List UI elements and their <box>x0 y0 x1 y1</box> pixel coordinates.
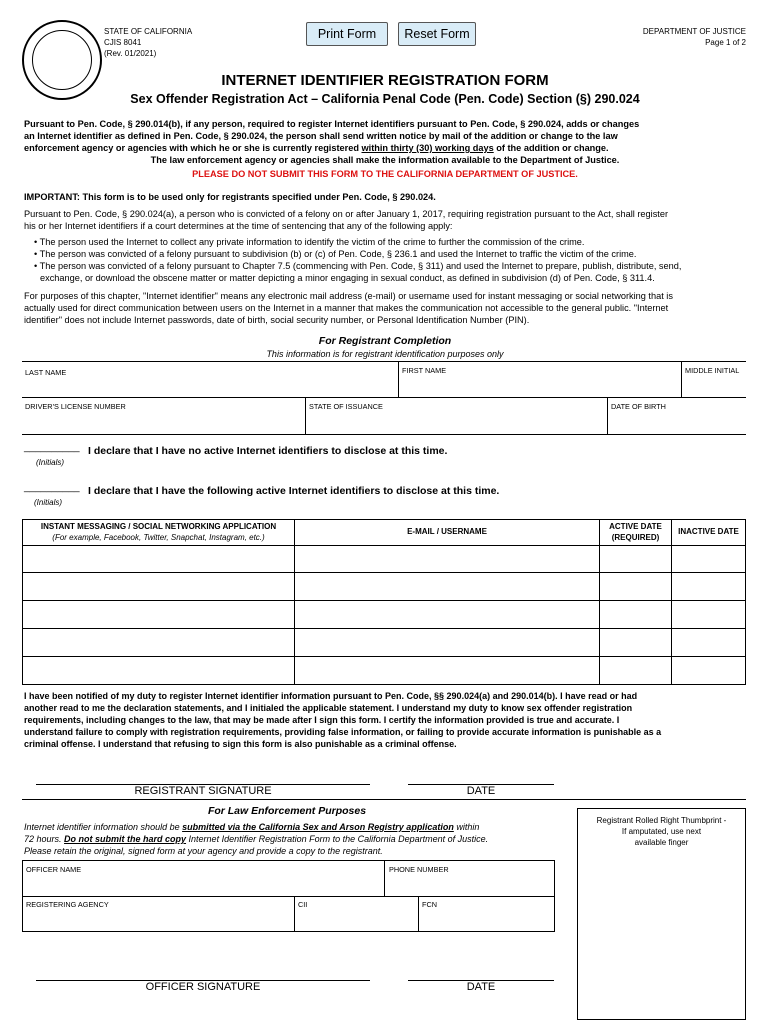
registrant-date-input[interactable] <box>408 762 554 782</box>
bullet-list <box>34 236 746 284</box>
dob-input[interactable] <box>609 412 745 432</box>
form-title: INTERNET IDENTIFIER REGISTRATION FORM <box>221 72 549 89</box>
table-header-inactive: INACTIVE DATE <box>678 527 739 536</box>
agency-label: REGISTERING AGENCY <box>26 900 109 909</box>
app-cell-input[interactable] <box>24 547 293 571</box>
active-date-input[interactable] <box>601 547 670 571</box>
list-item: • The person was convicted of a felony pursuant to subdivision (b) or (c) of Pen. Code, § 236.1 and used the Internet to traffic the victim of the crime. <box>34 249 637 259</box>
inactive-date-input[interactable] <box>673 547 744 571</box>
table-header-required: (REQUIRED) <box>611 533 660 542</box>
reset-form-button[interactable]: Reset Form <box>398 22 476 46</box>
notice-paragraph: I have been notified of my duty to register Internet identifier information pursuant to Pen. Code, §§ 290.024(a) and 290.014(b). I have read or had another read to me the declaration statements, and I initialed the applicable statement. I understand my duty to know sex offender registration requirements, including changes to the law, that may be made after I sign this form. I certify the information provided is true and accurate. I understand failure to comply with registration requirements, providing false information, or failing to provide accurate information is punishable as a criminal offense. I understand that refusing to sign this form is also punishable as a criminal offense. <box>24 691 662 749</box>
dl-number-input[interactable] <box>24 412 303 432</box>
initials-some-input[interactable]: __________ <box>24 482 80 493</box>
officer-name-input[interactable] <box>24 875 382 895</box>
declare-none-text: I declare that I have no active Internet identifiers to disclose at this time. <box>88 445 448 457</box>
phone-input[interactable] <box>386 875 553 895</box>
table-header-app: INSTANT MESSAGING / SOCIAL NETWORKING APPLICATION <box>40 522 277 531</box>
officer-signature-input[interactable] <box>36 958 370 978</box>
table-header-app-example: (For example, Facebook, Twitter, Snapchat, Instagram, etc.) <box>52 533 265 542</box>
agency-line: STATE OF CALIFORNIA <box>104 27 193 36</box>
definition-paragraph: For purposes of this chapter, "Internet identifier" means any electronic mail address (e-mail) or username used for instant messaging or social networking that is actually used for direct communication between users on the Internet in a manner that makes the communication not accessible to the general public. "Internet identifier" does not include Internet passwords, date of birth, social security number, or Personal Identification Number (PIN). <box>24 291 673 325</box>
date-label: DATE <box>466 981 496 993</box>
middle-initial-label: MIDDLE INITIAL <box>685 366 740 375</box>
eligibility-paragraph: Pursuant to Pen. Code, § 290.024(a), a person who is convicted of a felony on or after January 1, 2017, requiring registration pursuant to the Act, shall register his or her Internet identifiers if a court determines at the time of sentencing that any of the following apply: <box>24 209 669 231</box>
date-label: DATE <box>466 785 496 797</box>
first-name-input[interactable] <box>400 376 679 396</box>
page-number: Page 1 of 2 <box>705 38 746 47</box>
state-input[interactable] <box>307 412 605 432</box>
officer-signature-label: OFFICER SIGNATURE <box>145 981 261 993</box>
cii-label: CII <box>298 900 308 909</box>
form-subtitle: Sex Offender Registration Act – California Penal Code (Pen. Code) Section (§) 290.024 <box>130 92 640 106</box>
officer-date-input[interactable] <box>408 958 554 978</box>
middle-initial-input[interactable] <box>683 376 745 396</box>
registrant-signature-input[interactable] <box>36 762 370 782</box>
phone-label: PHONE NUMBER <box>389 865 449 874</box>
warning-text: PLEASE DO NOT SUBMIT THIS FORM TO THE CALIFORNIA DEPARTMENT OF JUSTICE. <box>192 169 578 179</box>
table-header-email: E-MAIL / USERNAME <box>407 527 487 536</box>
state-label: STATE OF ISSUANCE <box>309 402 383 411</box>
declare-some-text: I declare that I have the following active Internet identifiers to disclose at this time. <box>88 485 500 497</box>
table-header-active: ACTIVE DATE <box>609 522 662 531</box>
dl-number-label: DRIVER'S LICENSE NUMBER <box>25 402 126 411</box>
agency-input[interactable] <box>24 910 292 930</box>
initials-none-input[interactable]: __________ <box>24 442 80 453</box>
registrant-subheading: This information is for registrant identification purposes only <box>266 349 504 359</box>
form-number: CJIS 8041 <box>104 38 142 47</box>
intro-paragraph: Pursuant to Pen. Code, § 290.014(b), if any person, required to register Internet identifiers pursuant to Pen. Code, § 290.024, adds or changes an Internet identifier as defined in Pen. Code, § 290.024, the person shall send written notice by mail of the addition or change to the law enforcement agency or agencies with which he or she is currently registered within thirty (30) working days of the addition or change. The law enforcement agency or agencies shall make the information available to the Department of Justice. PLEASE DO NOT SUBMIT THIS FORM TO THE CALIFORNIA DEPARTMENT OF JUSTICE. <box>24 118 746 180</box>
last-name-input[interactable] <box>24 378 396 396</box>
cii-input[interactable] <box>296 910 416 930</box>
list-item: • The person used the Internet to collect any private information to identify the victim of the crime to further the commission of the crime. <box>34 237 585 247</box>
thumbprint-label: Registrant Rolled Right Thumbprint - If amputated, use next available finger <box>596 816 727 847</box>
law-heading: For Law Enforcement Purposes <box>207 805 367 817</box>
registrant-signature-label: REGISTRANT SIGNATURE <box>134 785 272 797</box>
registrant-heading: For Registrant Completion <box>318 335 452 347</box>
important-note: IMPORTANT: This form is to be used only for registrants specified under Pen. Code, § 290.024. <box>24 192 436 202</box>
list-item: • The person was convicted of a felony pursuant to Chapter 7.5 (commencing with Pen. Code, § 311) and used the Internet to prepare, publish, distribute, send, <box>34 261 682 271</box>
fcn-label: FCN <box>422 900 437 909</box>
dept-block <box>643 26 746 48</box>
initials-label: (Initials) <box>34 498 63 507</box>
last-name-label: LAST NAME <box>25 368 67 377</box>
thumbprint-box <box>577 808 746 1020</box>
revision: (Rev. 01/2021) <box>104 49 157 58</box>
first-name-label: FIRST NAME <box>402 366 447 375</box>
list-item: exchange, or download the obscene matter or matter depicting a minor engaging in sexual conduct, as defined in subdivision (d) of Pen. Code, § 311.4. <box>40 273 655 283</box>
officer-name-label: OFFICER NAME <box>26 865 82 874</box>
dob-label: DATE OF BIRTH <box>611 402 666 411</box>
email-cell-input[interactable] <box>296 547 598 571</box>
department: DEPARTMENT OF JUSTICE <box>642 27 746 36</box>
agency-block <box>104 26 192 59</box>
initials-label: (Initials) <box>36 458 65 467</box>
law-instructions: Internet identifier information should be submitted via the California Sex and Arson Registry application within 72 hours. Do not submit the hard copy Internet Identifier Registration Form to the California Department of Justice. Please retain the original, signed form at your agency and provide a copy to the registrant. <box>24 822 489 856</box>
print-form-button[interactable]: Print Form <box>306 22 388 46</box>
fcn-input[interactable] <box>420 910 553 930</box>
